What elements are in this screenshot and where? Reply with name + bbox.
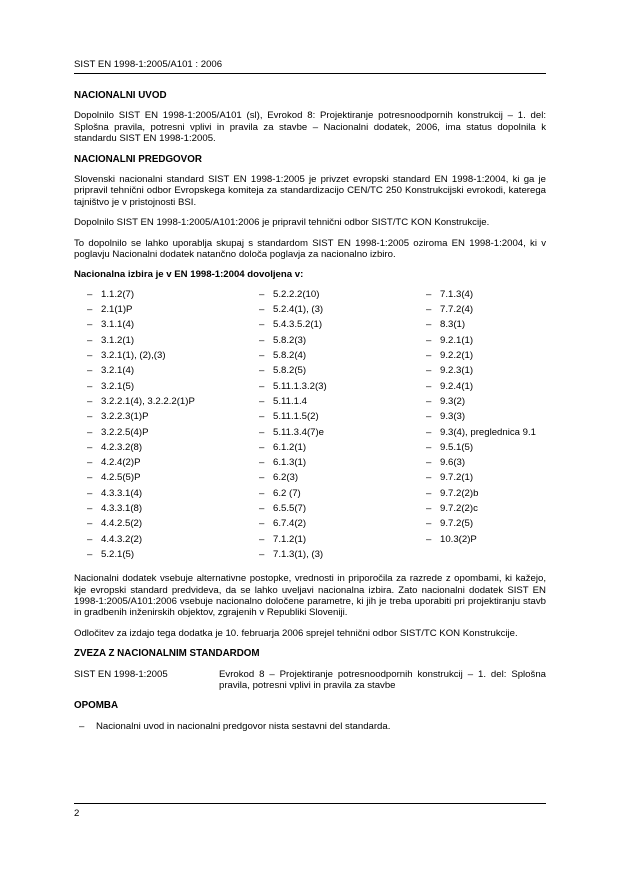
predgovor-paragraph-2: Dopolnilo SIST EN 1998-1:2005/A101:2006 je pripravil tehnični odbor SIST/TC KON Konstrukcije.	[74, 217, 490, 229]
choice-item: – 9.7.2(2)c	[413, 503, 546, 518]
choice-item: – 9.2.3(1)	[413, 365, 546, 380]
choice-item: – 9.7.2(2)b	[413, 488, 546, 503]
section-title-predgovor: NACIONALNI PREDGOVOR	[74, 153, 202, 165]
section-title-zveza: ZVEZA Z NACIONALNIM STANDARDOM	[74, 648, 260, 660]
choice-item: – 9.3(2)	[413, 396, 546, 411]
choice-item: – 9.3(4), preglednica 9.1	[413, 427, 546, 442]
choice-item: – 9.2.2(1)	[413, 350, 546, 365]
choice-item: – 3.2.1(5)	[74, 381, 246, 396]
choice-item: – 5.4.3.5.2(1)	[246, 319, 413, 334]
choice-item: – 7.1.3(4)	[413, 289, 546, 304]
choice-item: – 7.1.2(1)	[246, 534, 413, 549]
choice-item: – 4.2.3.2(8)	[74, 442, 246, 457]
standard-code: SIST EN 1998-1:2005	[74, 668, 168, 680]
choice-item: – 5.2.1(5)	[74, 549, 246, 564]
header-rule	[74, 73, 546, 74]
predgovor-paragraph-1: Slovenski nacionalni standard SIST EN 1998-1:2005 je privzet evropski standard EN 1998-1:2004, ki ga je pripravil tehnični odbor Evropskega komiteja za standardizacijo CEN/TC 250 Konstrukcijski evrokodi, katerega tajništvo je v pristojnosti BSI.	[74, 174, 546, 208]
choices-column-3	[413, 289, 546, 564]
choice-item: – 9.5.1(5)	[413, 442, 546, 457]
choice-item: – 4.4.3.2(2)	[74, 534, 246, 549]
choice-item: – 4.3.3.1(4)	[74, 488, 246, 503]
section-title-opomba: OPOMBA	[74, 700, 119, 712]
standard-description: Evrokod 8 – Projektiranje potresnoodpornih konstrukcij – 1. del: Splošna pravila, potresni vplivi in pravila za stavbe	[219, 668, 546, 692]
choice-item: – 6.1.3(1)	[246, 457, 413, 472]
choice-item: – 2.1(1)P	[74, 304, 246, 319]
document-header: SIST EN 1998-1:2005/A101 : 2006	[74, 59, 223, 70]
choice-item: – 3.1.2(1)	[74, 335, 246, 350]
page-number: 2	[74, 808, 80, 819]
choice-item: – 1.1.2(7)	[74, 289, 246, 304]
choice-item: – 3.2.2.3(1)P	[74, 411, 246, 426]
choice-item: – 6.7.4(2)	[246, 518, 413, 533]
choice-item: – 9.6(3)	[413, 457, 546, 472]
choice-item: – 9.7.2(5)	[413, 518, 546, 533]
footer-rule	[74, 803, 546, 804]
national-choices-heading: Nacionalna izbira je v EN 1998-1:2004 dovoljena v:	[74, 269, 304, 281]
choice-item: – 8.3(1)	[413, 319, 546, 334]
choice-item: – 3.2.1(1), (2),(3)	[74, 350, 246, 365]
standard-reference-row	[74, 669, 546, 692]
predgovor-paragraph-4: Nacionalni dodatek vsebuje alternativne postopke, vrednosti in priporočila za razrede z opombami, ki kažejo, kje evropski standard predvideva, da se lahko uveljavi nacionalna izbira. Zato nacionalni dodatek SIST EN 1998-1:2005/A101:2006 vsebuje nacionalno določene parametre, ki jih je treba uporabiti pri projektiranju stavb in gradbenih inženirskih objektov, zgrajenih v Republiki Sloveniji.	[74, 573, 546, 619]
uvod-text: Dopolnilo SIST EN 1998-1:2005/A101 (sl), Evrokod 8: Projektiranje potresnoodpornih konstrukcij – 1. del: Splošna pravila, potresni vplivi in pravila za stavbe – Nacionalni dodatek, 2006, ima status dopolnila k standardu SIST EN 1998-1:2005.	[74, 110, 546, 145]
choice-item: – 4.4.2.5(2)	[74, 518, 246, 533]
choice-item: – 3.1.1(4)	[74, 319, 246, 334]
choice-item: – 5.11.1.4	[246, 396, 413, 411]
choice-item: – 4.3.3.1(8)	[74, 503, 246, 518]
choice-item: – 9.2.4(1)	[413, 381, 546, 396]
choices-column-2	[246, 289, 413, 564]
section-title-uvod: NACIONALNI UVOD	[74, 90, 167, 101]
choice-item: – 5.11.3.4(7)e	[246, 427, 413, 442]
choice-item: – 4.2.4(2)P	[74, 457, 246, 472]
opomba-note: – Nacionalni uvod in nacionalni predgovor nista sestavni del standarda.	[74, 721, 546, 732]
choice-item: – 9.3(3)	[413, 411, 546, 426]
document-body	[74, 90, 546, 732]
choice-item: – 6.2(3)	[246, 472, 413, 487]
choice-item: – 5.11.1.5(2)	[246, 411, 413, 426]
choice-item: – 9.7.2(1)	[413, 472, 546, 487]
choice-item: – 5.8.2(3)	[246, 335, 413, 350]
choice-item: – 4.2.5(5)P	[74, 472, 246, 487]
choice-item: – 5.8.2(4)	[246, 350, 413, 365]
choices-column-1	[74, 289, 246, 564]
choice-item: – 6.5.5(7)	[246, 503, 413, 518]
predgovor-paragraph-5: Odločitev za izdajo tega dodatka je 10. februarja 2006 sprejel tehnični odbor SIST/TC KON Konstrukcije.	[74, 627, 518, 639]
choice-item: – 9.2.1(1)	[413, 335, 546, 350]
choice-item: – 5.2.4(1), (3)	[246, 304, 413, 319]
choice-item: – 5.11.1.3.2(3)	[246, 381, 413, 396]
choice-item: – 3.2.2.1(4), 3.2.2.2(1)P	[74, 396, 246, 411]
national-choices-list	[74, 289, 546, 564]
choice-item: – 3.2.2.5(4)P	[74, 427, 246, 442]
choice-item: – 10.3(2)P	[413, 534, 546, 549]
choice-item: – 6.1.2(1)	[246, 442, 413, 457]
choice-item: – 5.8.2(5)	[246, 365, 413, 380]
choice-item: – 3.2.1(4)	[74, 365, 246, 380]
choice-item: – 6.2 (7)	[246, 488, 413, 503]
choice-item: – 5.2.2.2(10)	[246, 289, 413, 304]
choice-item: – 7.7.2(4)	[413, 304, 546, 319]
choice-item: – 7.1.3(1), (3)	[246, 549, 413, 564]
predgovor-paragraph-3: To dopolnilo se lahko uporablja skupaj s standardom SIST EN 1998-1:2005 oziroma EN 1998-1:2004, ki v poglavju Nacionalni dodatek natančno določa poglavja za nacionalno izbiro.	[74, 237, 546, 261]
